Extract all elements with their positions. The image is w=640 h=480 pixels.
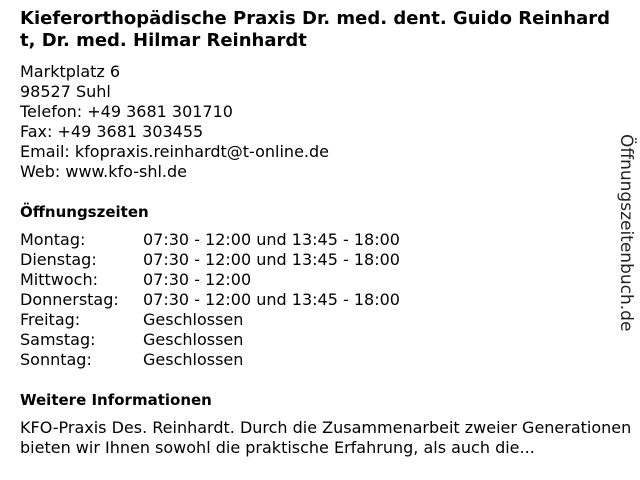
- hours-time: 07:30 - 12:00 und 13:45 - 18:00: [143, 230, 400, 249]
- practice-title: Kieferorthopädische Praxis Dr. med. dent. Guido Reinhardt, Dr. med. Hilmar Reinhardt: [20, 8, 610, 51]
- hours-row: [20, 270, 400, 290]
- website-link[interactable]: www.kfo-shl.de: [65, 162, 187, 181]
- email-line: [20, 142, 620, 162]
- hours-time: 07:30 - 12:00: [143, 270, 252, 289]
- hours-time: Geschlossen: [143, 330, 244, 349]
- more-info-heading: Weitere Informationen: [20, 391, 212, 409]
- hours-time: 07:30 - 12:00 und 13:45 - 18:00: [143, 250, 400, 269]
- hours-day: Donnerstag:: [20, 290, 119, 309]
- hours-day: Samstag:: [20, 330, 96, 349]
- hours-day: Montag:: [20, 230, 86, 249]
- hours-row: [20, 330, 400, 350]
- opening-hours-heading: Öffnungszeiten: [20, 203, 149, 221]
- hours-row: [20, 310, 400, 330]
- fax-number: Fax: +49 3681 303455: [20, 122, 204, 141]
- hours-row: [20, 230, 400, 250]
- hours-time: 07:30 - 12:00 und 13:45 - 18:00: [143, 290, 400, 309]
- more-info-text: KFO-Praxis Des. Reinhardt. Durch die Zusammenarbeit zweier Generationen bieten wir Ihnen sowohl die praktische Erfahrung, als auch die...: [20, 418, 632, 457]
- email-link[interactable]: kfopraxis.reinhardt@t-online.de: [74, 142, 329, 161]
- web-line: [20, 162, 620, 182]
- email-label: Email:: [20, 142, 75, 161]
- hours-day: Mittwoch:: [20, 270, 98, 289]
- hours-row: [20, 290, 400, 310]
- phone-number: Telefon: +49 3681 301710: [20, 102, 233, 121]
- hours-row: [20, 250, 400, 270]
- hours-day: Sonntag:: [20, 350, 92, 369]
- hours-time: Geschlossen: [143, 350, 244, 369]
- hours-day: Dienstag:: [20, 250, 97, 269]
- opening-hours-table: [20, 230, 400, 370]
- hours-time: Geschlossen: [143, 310, 244, 329]
- hours-row: [20, 350, 400, 370]
- hours-day: Freitag:: [20, 310, 81, 329]
- city-postcode: 98527 Suhl: [20, 82, 111, 101]
- web-label: Web:: [20, 162, 66, 181]
- site-watermark-label: Öffnungszeitenbuch.de: [616, 134, 636, 332]
- street-address: Marktplatz 6: [20, 62, 121, 81]
- contact-block: [20, 62, 620, 182]
